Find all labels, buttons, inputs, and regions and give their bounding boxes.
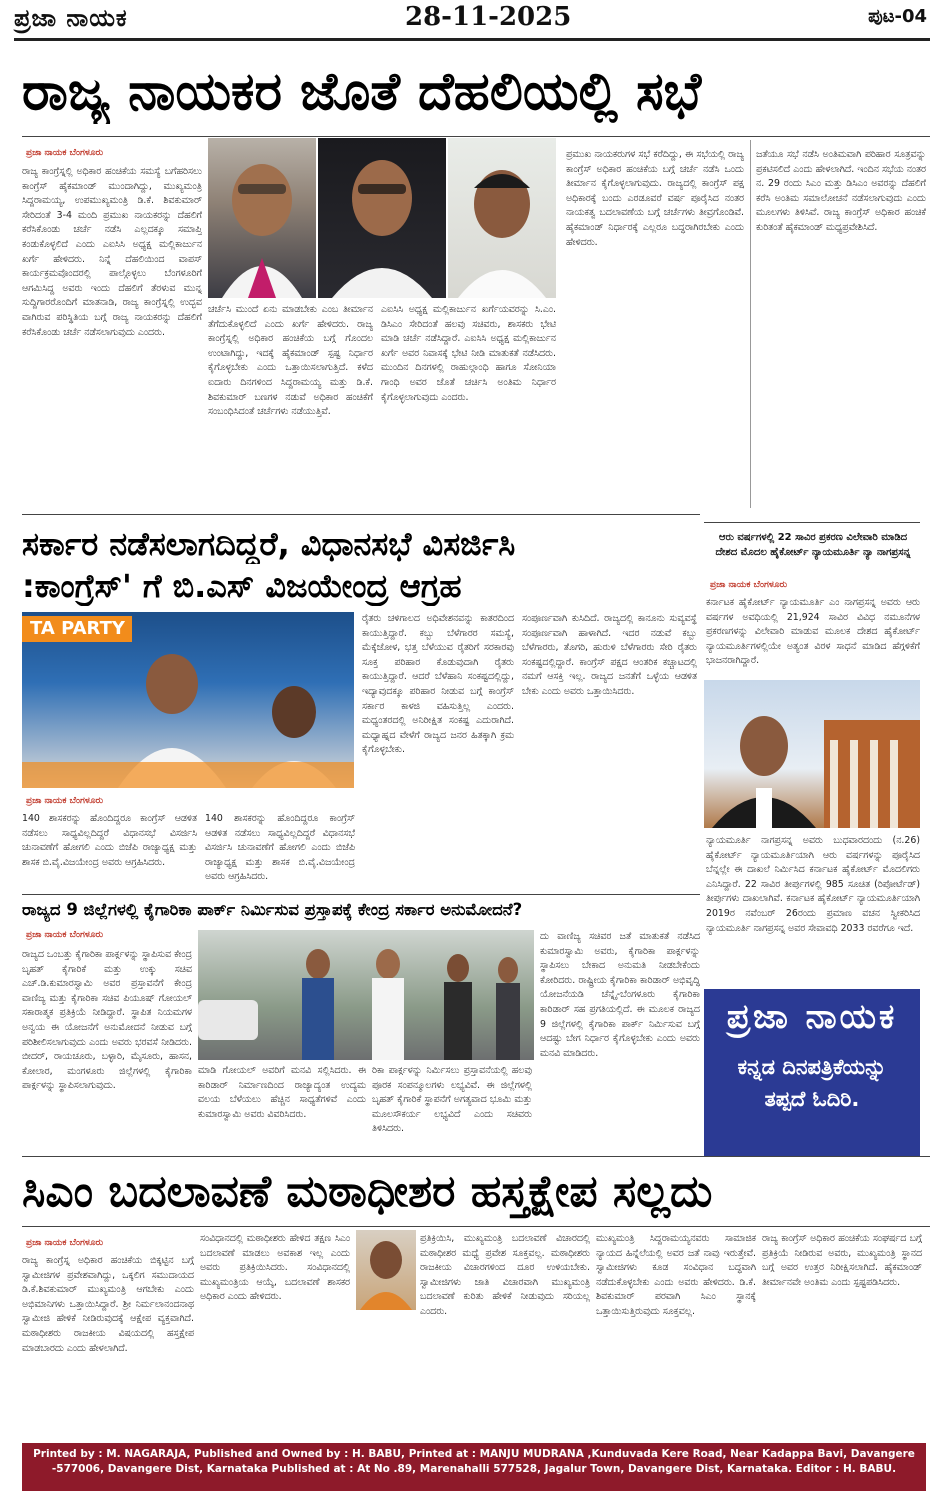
masthead-rule — [14, 38, 930, 41]
advert-line-2: ತಪ್ಪದೆ ಓದಿರಿ. — [764, 1087, 860, 1111]
story3-byline: ಪ್ರಜಾ ನಾಯಕ ಬೆಂಗಳೂರು — [710, 580, 788, 590]
story5-headline: ಸಿಎಂ ಬದಲಾವಣೆ ಮಠಾಧೀಶರ ಹಸ್ತಕ್ಷೇಪ ಸಲ್ಲದು — [22, 1166, 713, 1217]
divider — [22, 1156, 930, 1157]
page-number: ಪುಟ-04 — [868, 6, 927, 27]
story1-byline: ಪ್ರಜಾ ನಾಯಕ ಬೆಂಗಳೂರು — [26, 148, 104, 158]
story5-column-4: ಮುಖ್ಯಮಂತ್ರಿ ಸಿದ್ದರಾಮಯ್ಯನವರು ಸಾಮಾಜಿಕ ನ್ಯಾಯದ ಹಿನ್ನೆಲೆಯಲ್ಲಿ ಅವರ ಜತೆ ನಾವು ಇರುತ್ತೇವೆ. ಸ್ವಾಮೀಜಿಗಳು ಕೂಡ ಸಂವಿಧಾನ ಬದ್ಧವಾಗಿ ನಡೆದುಕೊಳ್ಳಬೇಕು ಎಂದು ಅವರು ಹೇಳಿದರು. ಡಿ.ಕೆ. ಶಿವಕುಮಾರ್ ಪರವಾಗಿ ಸಿಎಂ ಸ್ಥಾನಕ್ಕೆ ಒತ್ತಾಯಿಸುತ್ತಿರುವುದು ಸೂಕ್ತವಲ್ಲ. — [596, 1233, 756, 1317]
story5-column-1: ರಾಜ್ಯ ಕಾಂಗ್ರೆಸ್ನ ಅಧಿಕಾರ ಹಂಚಿಕೆಯ ಬಿಕ್ಕಟ್ಟಿನ ಬಗ್ಗೆ ಸ್ವಾಮೀಜಿಗಳ ಪ್ರವೇಶವಾಗಿದ್ದು, ಒಕ್ಕಲಿಗ ಸಮುದಾಯದ ಡಿ.ಕೆ.ಶಿವಕುಮಾರ್ ಮುಖ್ಯಮಂತ್ರಿ ಆಗಬೇಕು ಎಂದು ಅಭಿಮಾನಿಗಳು ಒತ್ತಾಯಿಸಿದ್ದಾರೆ. ಶ್ರೀ ನಿರ್ಮಲಾನಂದನಾಥ ಸ್ವಾಮೀಜಿ ಹೇಳಿಕೆ ನೀಡಿರುವುದಕ್ಕೆ ಆಕ್ಷೇಪ ವ್ಯಕ್ತವಾಗಿದೆ. ಮಠಾಧೀಶರು ರಾಜಕೀಯ ವಿಷಯದಲ್ಲಿ ಹಸ್ತಕ್ಷೇಪ ಮಾಡಬಾರದು ಎಂದು ಹೇಳಲಾಗಿದೆ. — [22, 1255, 194, 1354]
story2-headline-line2: :ಕಾಂಗ್ರೆಸ್' ಗೆ ಬಿ.ಎಸ್ ವಿಜಯೇಂದ್ರ ಆಗ್ರಹ — [22, 567, 462, 605]
divider — [704, 522, 920, 523]
issue-date: 28-11-2025 — [405, 2, 572, 32]
paper-name: ಪ್ರಜಾ ನಾಯಕ — [14, 4, 128, 32]
story1-column-3: ಎಐಸಿಸಿ ಅಧ್ಯಕ್ಷ ಮಲ್ಲಿಕಾರ್ಜುನ ಖರ್ಗೆಯವರನ್ನು ಸಿ.ಎಂ. ಡಿಸಿಎಂ ಸೇರಿದಂತೆ ಹಲವು ಸಚಿವರು, ಶಾಸಕರು ಭೇಟಿ ಮಾಡಿ ಚರ್ಚೆ ನಡೆಸಿದ್ದಾರೆ. ಎಐಸಿಸಿ ಅಧ್ಯಕ್ಷ ಮಲ್ಲಿಕಾರ್ಜುನ ಖರ್ಗೆ ಅವರ ನಿವಾಸಕ್ಕೆ ಭೇಟಿ ನೀಡಿ ಮಾತುಕತೆ ನಡೆಸಿದರು. ಮುಂದಿನ ದಿನಗಳಲ್ಲಿ ರಾಹುಲ್ಗಾಂಧಿ ಹಾಗೂ ಸೋನಿಯಾ ಗಾಂಧಿ ಅವರ ಜೊತೆ ಚರ್ಚಿಸಿ ಅಂತಿಮ ನಿರ್ಧಾರ ಕೈಗೊಳ್ಳಲಾಗುವುದು ಎಂದರು. — [381, 304, 556, 403]
divider — [22, 894, 700, 895]
divider — [22, 1226, 930, 1227]
story2-column-2: ರೈತರು ಚಳಿಗಾಲದ ಅಧಿವೇಶನವನ್ನು ಕಾತರದಿಂದ ಕಾಯುತ್ತಿದ್ದಾರೆ. ಕಬ್ಬು ಬೆಳೆಗಾರರ ಸಮಸ್ಯೆ, ಮೆಕ್ಕೆಜೋಳ, ಭತ್ತ ಬೆಳೆಯುವ ರೈತರಿಗೆ ಸರಕಾರವು ಸೂಕ್ತ ಪರಿಹಾರ ಕೊಡುವುದಾಗಿ ರೈತರು ಕಾಯುತ್ತಿದ್ದಾರೆ. ಆದರೆ ಬೆಳೆಹಾನಿ ಸಂಕಷ್ಟದಲ್ಲಿದ್ದು, ಇದ್ಯಾವುದಕ್ಕೂ ಪರಿಹಾರ ನೀಡುವ ಬಗ್ಗೆ ಕಾಂಗ್ರೆಸ್ ಸರ್ಕಾರ ಕಾಳಜಿ ವಹಿಸುತ್ತಿಲ್ಲ ಎಂದರು. ಮಧ್ಯಂತರದಲ್ಲಿ ಅನಿರೀಕ್ಷಿತ ಸಂಕಷ್ಟ ಎದುರಾಗಿದೆ. ಮಧ್ಯಾಹ್ನದ ವೇಳೆಗೆ ರಾಜ್ಯದ ಜನರ ಹಿತಕ್ಕಾಗಿ ಕ್ರಮ ಕೈಗೊಳ್ಳಬೇಕು. — [362, 613, 514, 756]
story1-column-2: ಚರ್ಚೆಸಿ ಮುಂದೆ ಏನು ಮಾಡಬೇಕು ಎಂಬ ತೀರ್ಮಾನ ತೆಗೆದುಕೊಳ್ಳಲಿದೆ ಎಂದು ಖರ್ಗೆ ಹೇಳಿದರು. ರಾಜ್ಯ ಕಾಂಗ್ರೆಸ್ನಲ್ಲಿ ಅಧಿಕಾರ ಹಂಚಿಕೆಯ ಬಗ್ಗೆ ಗೊಂದಲ ಉಂಟಾಗಿದ್ದು, ಇದಕ್ಕೆ ಹೈಕಮಾಂಡ್ ಸ್ಪಷ್ಟ ನಿರ್ಧಾರ ಕೈಗೊಳ್ಳಬೇಕು ಎಂದು ಒತ್ತಾಯಿಸಲಾಗುತ್ತಿದೆ. ಕಳೆದ ಐದಾರು ದಿನಗಳಿಂದ ಸಿದ್ದರಾಮಯ್ಯ ಮತ್ತು ಡಿ.ಕೆ. ಶಿವಕುಮಾರ್ ಬಣಗಳ ನಡುವೆ ಅಧಿಕಾರ ಹಂಚಿಕೆಗೆ ಸಂಬಂಧಿಸಿದಂತೆ ಚರ್ಚೆಗಳು ನಡೆಯುತ್ತಿವೆ. — [208, 304, 373, 418]
story1-column-5: ಜತೆಯೂ ಸಭೆ ನಡೆಸಿ ಅಂತಿಮವಾಗಿ ಪರಿಹಾರ ಸೂತ್ರವನ್ನು ಪ್ರಕಟಿಸಲಿದೆ ಎಂದು ಹೇಳಲಾಗಿದೆ. ಇಂದಿನ ಸಭೆಯ ನಂತರ ನ. 29 ರಂದು ಸಿಎಂ ಮತ್ತು ಡಿಸಿಎಂ ಅವರನ್ನು ದೆಹಲಿಗೆ ಕರೆಸಿ ಅಂತಿಮ ಸಮಾಲೋಚನೆ ನಡೆಸಲಾಗುವುದು ಎಂದು ಮೂಲಗಳು ತಿಳಿಸಿವೆ. ರಾಜ್ಯ ಕಾಂಗ್ರೆಸ್ ಅಧಿಕಾರ ಹಂಚಿಕೆ ಕುರಿತಂತೆ ಹೈಕಮಾಂಡ್ ಮಧ್ಯಪ್ರವೇಶಿಸಿದೆ. — [756, 149, 926, 233]
story5-column-3: ಪ್ರತಿಕ್ರಿಯಿಸಿ, ಮುಖ್ಯಮಂತ್ರಿ ಬದಲಾವಣೆ ವಿಚಾರದಲ್ಲಿ ಮಠಾಧೀಶರ ಮಧ್ಯೆ ಪ್ರವೇಶ ಸೂಕ್ತವಲ್ಲ. ಮಠಾಧೀಶರು ರಾಜಕೀಯ ವಿಚಾರಗಳಿಂದ ದೂರ ಉಳಿಯಬೇಕು. ಸ್ವಾಮೀಜಿಗಳು ಜಾತಿ ವಿಚಾರವಾಗಿ ಮುಖ್ಯಮಂತ್ರಿ ಬದಲಾವಣೆ ಕುರಿತು ಹೇಳಿಕೆ ನೀಡುವುದು ಸರಿಯಲ್ಲ ಎಂದರು. — [420, 1233, 590, 1317]
story2-column-1b: 140 ಶಾಸಕರನ್ನು ಹೊಂದಿದ್ದರೂ ಕಾಂಗ್ರೆಸ್ ಆಡಳಿತ ನಡೆಸಲು ಸಾಧ್ಯವಿಲ್ಲದಿದ್ದರೆ ವಿಧಾನಸಭೆ ವಿಸರ್ಜಿಸಿ ಚುನಾವಣೆಗೆ ಹೋಗಲಿ ಎಂದು ಬಿಜೆಪಿ ರಾಜ್ಯಾಧ್ಯಕ್ಷ ಮತ್ತು ಶಾಸಕ ಬಿ.ವೈ.ವಿಜಯೇಂದ್ರ ಅವರು ಆಗ್ರಹಿಸಿದರು. — [205, 813, 355, 883]
subscribe-advert — [704, 989, 920, 1157]
column-rule — [750, 140, 751, 508]
story1-column-4: ಪ್ರಮುಖ ನಾಯಕರುಗಳ ಸಭೆ ಕರೆದಿದ್ದು, ಈ ಸಭೆಯಲ್ಲಿ ರಾಜ್ಯ ಕಾಂಗ್ರೆಸ್ ಅಧಿಕಾರ ಹಂಚಿಕೆಯ ಬಗ್ಗೆ ಚರ್ಚೆ ನಡೆಸಿ ಒಂದು ತೀರ್ಮಾನ ಕೈಗೊಳ್ಳಲಾಗುವುದು. ರಾಜ್ಯದಲ್ಲಿ ಕಾಂಗ್ರೆಸ್ ಪಕ್ಷ ಅಧಿಕಾರಕ್ಕೆ ಬಂದು ಎರಡೂವರೆ ವರ್ಷ ಪೂರೈಸಿದ ನಂತರ ನಾಯಕತ್ವ ಬದಲಾವಣೆಯ ಬಗ್ಗೆ ಚರ್ಚೆಗಳು ತೀವ್ರಗೊಂಡಿವೆ. ಹೈಕಮಾಂಡ್ ನಿರ್ಧಾರಕ್ಕೆ ಎಲ್ಲರೂ ಬದ್ಧರಾಗಿರಬೇಕು ಎಂದು ಹೇಳಿದರು. — [566, 149, 744, 248]
story5-column-5: ರಾಜ್ಯ ಕಾಂಗ್ರೆಸ್ ಅಧಿಕಾರ ಹಂಚಿಕೆಯ ಸಂಘರ್ಷದ ಬಗ್ಗೆ ಪ್ರತಿಕ್ರಿಯೆ ನೀಡಿರುವ ಅವರು, ಮುಖ್ಯಮಂತ್ರಿ ಸ್ಥಾನದ ಬಗ್ಗೆ ಅವರ ಉತ್ತರ ನಿರೀಕ್ಷಿಸಲಾಗಿದೆ. ಹೈಕಮಾಂಡ್ ತೀರ್ಮಾನವೇ ಅಂತಿಮ ಎಂದು ಸ್ಪಷ್ಟಪಡಿಸಿದರು. — [762, 1233, 922, 1288]
portrait-photo-1 — [208, 138, 316, 298]
story4-byline: ಪ್ರಜಾ ನಾಯಕ ಬೆಂಗಳೂರು — [26, 930, 104, 940]
story5-byline: ಪ್ರಜಾ ನಾಯಕ ಬೆಂಗಳೂರು — [26, 1238, 104, 1248]
story1-headline: ರಾಜ್ಯ ನಾಯಕರ ಜೊತೆ ದೆಹಲಿಯಲ್ಲಿ ಸಭೆ — [22, 62, 702, 122]
story2-byline: ಪ್ರಜಾ ನಾಯಕ ಬೆಂಗಳೂರು — [26, 796, 104, 806]
swamiji-photo — [356, 1230, 416, 1310]
story4-column-1: ರಾಜ್ಯದ ಒಂಬತ್ತು ಕೈಗಾರಿಕಾ ಪಾರ್ಕ್ಗಳನ್ನು ಸ್ಥಾಪಿಸುವ ಕೇಂದ್ರ ಬೃಹತ್ ಕೈಗಾರಿಕೆ ಮತ್ತು ಉಕ್ಕು ಸಚಿವ ಎಚ್.ಡಿ.ಕುಮಾರಸ್ವಾಮಿ ಅವರ ಪ್ರಸ್ತಾವನೆಗೆ ಕೇಂದ್ರ ವಾಣಿಜ್ಯ ಮತ್ತು ಕೈಗಾರಿಕಾ ಸಚಿವ ಪಿಯೂಷ್ ಗೋಯಲ್ ಸಕಾರಾತ್ಮಕ ಪ್ರತಿಕ್ರಿಯೆ ನೀಡಿದ್ದಾರೆ. ಸ್ಥಾಪಿತ ನಿಯಮಗಳ ಅನ್ವಯ ಈ ಯೋಜನೆಗೆ ಅನುಮೋದನೆ ನೀಡುವ ಬಗ್ಗೆ ಪರಿಶೀಲಿಸಲಾಗುವುದು ಎಂದು ಅವರು ಭರವಸೆ ನೀಡಿದರು. ಬೀದರ್, ರಾಯಚೂರು, ಬಳ್ಳಾರಿ, ಮೈಸೂರು, ಹಾಸನ, ಕೋಲಾರ, ಮಂಗಳೂರು ಜಿಲ್ಲೆಗಳಲ್ಲಿ ಕೈಗಾರಿಕಾ ಪಾರ್ಕ್ಗಳನ್ನು ಸ್ಥಾಪಿಸಲಾಗುವುದು. — [22, 949, 192, 1092]
press-conference-photo — [22, 612, 354, 788]
story4-headline: ರಾಜ್ಯದ 9 ಜಿಲ್ಲೆಗಳಲ್ಲಿ ಕೈಗಾರಿಕಾ ಪಾರ್ಕ್ ನಿರ್ಮಿಸುವ ಪ್ರಸ್ತಾಪಕ್ಕೆ ಕೇಂದ್ರ ಸರ್ಕಾರ ಅನುಮೋದನೆ? — [22, 900, 523, 919]
story3-text-1: ಕರ್ನಾಟಕ ಹೈಕೋರ್ಟ್ ನ್ಯಾಯಮೂರ್ತಿ ಎಂ ನಾಗಪ್ರಸನ್ನ ಅವರು ಆರು ವರ್ಷಗಳ ಅವಧಿಯಲ್ಲಿ 21,924 ಸಾವಿರ ವಿವಿಧ ನಮೂನೆಗಳ ಪ್ರಕರಣಗಳನ್ನು ವಿಲೇವಾರಿ ಮಾಡುವ ಮೂಲಕ ದೇಶದ ಹೈಕೋರ್ಟ್ ನ್ಯಾಯಮೂರ್ತಿಗಳಲ್ಲಿಯೇ ಅತ್ಯಂತ ವಿರಳ ಸಾಧನೆ ಮಾಡಿದ ಹೆಗ್ಗಳಿಕೆಗೆ ಭಾಜನರಾಗಿದ್ದಾರೆ. — [706, 597, 920, 667]
imprint-footer: Printed by : M. NAGARAJA, Published and Owned by : H. BABU, Printed at : MANJU MUDRANA ,Kunduvada Kere Road, Near Kadappa Bavi, Davangere -577006, Davangere Dist, Karnataka Published at : At No .89, Marenahalli 577528, Jagalur Town, Davangere Dist, Karnataka. Editor : H. BABU. — [22, 1443, 926, 1491]
story2-headline-line1: ಸರ್ಕಾರ ನಡೆಸಲಾಗದಿದ್ದರೆ, ವಿಧಾನಸಭೆ ವಿಸರ್ಜಿಸಿ — [22, 525, 516, 563]
story3-headline: ಆರು ವರ್ಷಗಳಲ್ಲಿ 22 ಸಾವಿರ ಪ್ರಕರಣ ವಿಲೇವಾರಿ ಮಾಡಿದ ದೇಶದ ಮೊದಲ ಹೈಕೋರ್ಟ್ ನ್ಯಾಯಮೂರ್ತಿ ನ್ಯಾ ನಾಗಪ್ರಸನ್ನ — [715, 532, 911, 558]
divider — [22, 514, 700, 515]
portrait-photo-3 — [448, 138, 556, 298]
advert-title: ಪ್ರಜಾ ನಾಯಕ — [726, 997, 898, 1037]
story5-column-2: ಸಂವಿಧಾನದಲ್ಲಿ ಮಠಾಧೀಶರು ಹೇಳಿದ ತಕ್ಷಣ ಸಿಎಂ ಬದಲಾವಣೆ ಮಾಡಲು ಅವಕಾಶ ಇಲ್ಲ ಎಂದು ಅವರು ಪ್ರತಿಕ್ರಿಯಿಸಿದರು. ಸಂವಿಧಾನದಲ್ಲಿ ಮುಖ್ಯಮಂತ್ರಿಯ ಆಯ್ಕೆ, ಬದಲಾವಣೆ ಶಾಸಕರ ಅಧಿಕಾರ ಎಂದು ಹೇಳಿದರು. — [200, 1233, 350, 1303]
judge-photo — [704, 680, 920, 828]
advert-line-1: ಕನ್ನಡ ದಿನಪತ್ರಿಕೆಯನ್ನು — [737, 1055, 887, 1079]
portrait-photo-2 — [318, 138, 446, 298]
story3-text-2: ನ್ಯಾಯಮೂರ್ತಿ ನಾಗಪ್ರಸನ್ನ ಅವರು ಬುಧವಾರದಂದು (ನ.26) ಹೈಕೋರ್ಟ್ ನ್ಯಾಯಮೂರ್ತಿಯಾಗಿ ಆರು ವರ್ಷಗಳನ್ನು ಪೂರೈಸಿದ ಬೆನ್ನಲ್ಲೇ ಈ ದಾಖಲೆ ನಿರ್ಮಿಸಿದ ಕರ್ನಾಟಕ ಹೈಕೋರ್ಟ್ ಮೊದಲಿಗರು ಎನಿಸಿದ್ದಾರೆ. 22 ಸಾವಿರ ತೀರ್ಪುಗಳಲ್ಲಿ 985 ಸೂಚಿತ (ರಿಪೋರ್ಟೆಡ್) ತೀರ್ಪುಗಳು ದಾಖಲಾಗಿವೆ. ಕರ್ನಾಟಕ ಹೈಕೋರ್ಟ್ ನ್ಯಾಯಮೂರ್ತಿಯಾಗಿ 2019ರ ನವೆಂಬರ್ 26ರಂದು ಪ್ರಮಾಣ ವಚನ ಸ್ವೀಕರಿಸಿದ ನ್ಯಾಯಮೂರ್ತಿ ನಾಗಪ್ರಸನ್ನ ಅವರ ಸೇವಾವಧಿ 2033 ರವರೆಗೂ ಇದೆ. — [706, 835, 920, 934]
story2-column-3: ಸಂಪೂರ್ಣವಾಗಿ ಕುಸಿದಿದೆ. ರಾಜ್ಯದಲ್ಲಿ ಕಾನೂನು ಸುವ್ಯವಸ್ಥೆ ಸಂಪೂರ್ಣವಾಗಿ ಹಾಳಾಗಿದೆ. ಇದರ ನಡುವೆ ಕಬ್ಬು ಬೆಳೆಗಾರರು, ತೊಗರಿ, ಹುರುಳಿ ಬೆಳೆಗಾರರು ಸೇರಿ ರೈತರು ಸಂಕಷ್ಟದಲ್ಲಿದ್ದಾರೆ. ಕಾಂಗ್ರೆಸ್ ಪಕ್ಷದ ಆಂತರಿಕ ಕಚ್ಚಾಟದಲ್ಲಿ ನಮಗೆ ಆಸಕ್ತಿ ಇಲ್ಲ. ರಾಜ್ಯದ ಜನತೆಗೆ ಒಳ್ಳೆಯ ಆಡಳಿತ ಬೇಕು ಎಂದು ಅವರು ಒತ್ತಾಯಿಸಿದರು. — [522, 613, 697, 697]
story4-column-4: ದು ವಾಣಿಜ್ಯ ಸಚಿವರ ಜತೆ ಮಾತುಕತೆ ನಡೆಸಿದ ಕುಮಾರಸ್ವಾಮಿ ಅವರು, ಕೈಗಾರಿಕಾ ಪಾರ್ಕ್ಗಳನ್ನು ಸ್ಥಾಪಿಸಲು ಬೇಕಾದ ಅನುಮತಿ ನೀಡಬೇಕೆಂದು ಕೋರಿದರು. ರಾಷ್ಟ್ರೀಯ ಕೈಗಾರಿಕಾ ಕಾರಿಡಾರ್ ಅಭಿವೃದ್ಧಿ ಯೋಜನೆಯಡಿ ಚೆನ್ನೈ-ಬೆಂಗಳೂರು ಕೈಗಾರಿಕಾ ಕಾರಿಡಾರ್ ಸಹ ಪ್ರಗತಿಯಲ್ಲಿದೆ. ಈ ಮೂಲಕ ರಾಜ್ಯದ 9 ಜಿಲ್ಲೆಗಳಲ್ಲಿ ಕೈಗಾರಿಕಾ ಪಾರ್ಕ್ ನಿರ್ಮಿಸುವ ಬಗ್ಗೆ ಆದಷ್ಟು ಬೇಗ ನಿರ್ಧಾರ ಕೈಗೊಳ್ಳಬೇಕು ಎಂದು ಅವರು ಮನವಿ ಮಾಡಿದರು. — [540, 931, 700, 1059]
story2-column-1: 140 ಶಾಸಕರನ್ನು ಹೊಂದಿದ್ದರೂ ಕಾಂಗ್ರೆಸ್ ಆಡಳಿತ ನಡೆಸಲು ಸಾಧ್ಯವಿಲ್ಲದಿದ್ದರೆ ವಿಧಾನಸಭೆ ವಿಸರ್ಜಿಸಿ ಚುನಾವಣೆಗೆ ಹೋಗಲಿ ಎಂದು ಬಿಜೆಪಿ ರಾಜ್ಯಾಧ್ಯಕ್ಷ ಮತ್ತು ಶಾಸಕ ಬಿ.ವೈ.ವಿಜಯೇಂದ್ರ ಅವರು ಆಗ್ರಹಿಸಿದರು. — [22, 813, 197, 868]
divider — [22, 136, 930, 137]
story4-column-3: ರಿಕಾ ಪಾರ್ಕ್ಗಳನ್ನು ನಿರ್ಮಿಸಲು ಪ್ರಸ್ತಾವನೆಯಲ್ಲಿ ಹಲವು ಪೂರಕ ಸಂಪನ್ಮೂಲಗಳು ಲಭ್ಯವಿವೆ. ಈ ಜಿಲ್ಲೆಗಳಲ್ಲಿ ಬೃಹತ್ ಕೈಗಾರಿಕೆ ಸ್ಥಾಪನೆಗೆ ಅಗತ್ಯವಾದ ಭೂಮಿ ಮತ್ತು ಮೂಲಸೌಕರ್ಯ ಲಭ್ಯವಿದೆ ಎಂದು ಸಚಿವರು ತಿಳಿಸಿದರು. — [372, 1065, 532, 1135]
party-banner: TA PARTY — [22, 616, 132, 642]
story4-column-2: ಮಾಡಿ ಗೋಯಲ್ ಅವರಿಗೆ ಮನವಿ ಸಲ್ಲಿಸಿದರು. ಈ ಕಾರಿಡಾರ್ ನಿರ್ಮಾಣದಿಂದ ರಾಜ್ಯಾದ್ಯಂತ ಉದ್ಯಮ ವಲಯ ಬೆಳೆಯಲು ಹೆಚ್ಚಿನ ಸಾಧ್ಯತೆಗಳಿವೆ ಎಂದು ಕುಮಾರಸ್ವಾಮಿ ಅವರು ವಿವರಿಸಿದರು. — [198, 1065, 366, 1120]
story1-column-1: ರಾಜ್ಯ ಕಾಂಗ್ರೆಸ್ನಲ್ಲಿ ಅಧಿಕಾರ ಹಂಚಿಕೆಯ ಸಮಸ್ಯೆ ಬಗೆಹರಿಸಲು ಕಾಂಗ್ರೆಸ್ ಹೈಕಮಾಂಡ್ ಮುಂದಾಗಿದ್ದು, ಮುಖ್ಯಮಂತ್ರಿ ಸಿದ್ದರಾಮಯ್ಯ, ಉಪಮುಖ್ಯಮಂತ್ರಿ ಡಿ.ಕೆ. ಶಿವಕುಮಾರ್ ಸೇರಿದಂತೆ 3-4 ಮಂದಿ ಪ್ರಮುಖ ನಾಯಕರನ್ನು ದೆಹಲಿಗೆ ಕರೆಸಿಕೊಂಡು ಚರ್ಚೆ ನಡೆಸಿ ಎಲ್ಲದಕ್ಕೂ ಸಮಾಪ್ತಿ ಕಂಡುಕೊಳ್ಳಲಿದೆ ಎಂದು ಎಐಸಿಸಿ ಅಧ್ಯಕ್ಷ ಮಲ್ಲಿಕಾರ್ಜುನ ಖರ್ಗೆ ಹೇಳಿದರು. ನಿನ್ನೆ ದೆಹಲಿಯಿಂದ ವಾಪಸ್ ಕಾರ್ಯಕ್ರಮವೊಂದರಲ್ಲಿ ಪಾಲ್ಗೊಳ್ಳಲು ಬೆಂಗಳೂರಿಗೆ ಆಗಮಿಸಿದ್ದ ಅವರು ಇಂದು ದೆಹಲಿಗೆ ತೆರಳುವ ಮುನ್ನ ಸುದ್ದಿಗಾರರೊಂದಿಗೆ ಮಾತನಾಡಿ, ರಾಜ್ಯ ಕಾಂಗ್ರೆಸ್ನಲ್ಲಿ ಉದ್ಭವ ವಾಗಿರುವ ಪರಿಸ್ಥಿತಿಯ ಬಗ್ಗೆ ರಾಜ್ಯ ನಾಯಕರನ್ನು ದೆಹಲಿಗೆ ಕರೆಸಿಕೊಂಡು ಚರ್ಚೆ ನಡೆಸಲಾಗುವುದು ಎಂದರು. — [22, 166, 202, 338]
ministers-meeting-photo — [198, 930, 534, 1060]
